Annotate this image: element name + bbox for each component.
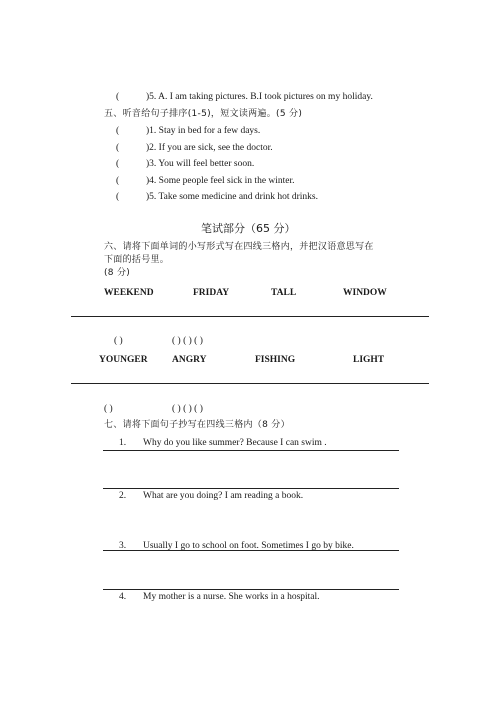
- sentence-4: [119, 591, 320, 603]
- meaning-brackets-group: ( ) ( ) ( ): [172, 404, 203, 414]
- sentence-text: My mother is a nurse. She works in a hospital.: [143, 592, 320, 602]
- section7-title: 七、请将下面句子抄写在四线三格内（8 分）: [104, 420, 290, 430]
- sentence-number: 3.: [119, 541, 127, 551]
- word-fishing: FISHING: [255, 355, 296, 365]
- copy-line: [103, 488, 399, 489]
- meaning-brackets-group: ( ) ( ) ( ): [172, 336, 203, 346]
- sentence-text: Why do you like summer? Because I can swim .: [143, 438, 327, 448]
- meaning-bracket: ( ): [114, 336, 123, 346]
- copy-line: [103, 450, 399, 451]
- sentence-number: 2.: [119, 491, 127, 501]
- copy-line: [103, 589, 399, 590]
- sentence-number: 1.: [119, 438, 127, 448]
- writing-line: [71, 316, 429, 317]
- writing-line: [71, 383, 429, 384]
- listening-item-5: [116, 191, 318, 203]
- answer-bracket-close: ): [146, 126, 150, 136]
- section6-instruction-line2: 下面的括号里。: [104, 255, 170, 265]
- sentence-1: [119, 437, 327, 449]
- listening-item-4: [116, 175, 295, 187]
- section6-points: (8 分): [104, 268, 131, 278]
- written-part-title: 笔试部分（65 分）: [201, 222, 296, 235]
- word-angry: ANGRY: [172, 355, 207, 365]
- answer-bracket-close: ): [146, 143, 150, 153]
- item-text: 4. Some people feel sick in the winter.: [149, 176, 295, 186]
- copy-line: [103, 550, 399, 551]
- section5-title: 五、听音给句子排序(1-5)，短文读两遍。(5 分): [104, 109, 303, 119]
- answer-bracket-open: (: [116, 159, 120, 169]
- word-window: WINDOW: [343, 288, 387, 298]
- word-weekend: WEEKEND: [104, 288, 154, 298]
- listening-item-1: [116, 125, 260, 137]
- sentence-text: Usually I go to school on foot. Sometimes I go by bike.: [143, 541, 354, 551]
- answer-bracket-open: (: [116, 92, 120, 102]
- word-friday: FRIDAY: [193, 288, 230, 298]
- item-text: 5. A. I am taking pictures. B.I took pictures on my holiday.: [149, 92, 373, 102]
- answer-bracket-open: (: [116, 176, 120, 186]
- word-light: LIGHT: [353, 355, 385, 365]
- sentence-text: What are you doing? I am reading a book.: [143, 491, 304, 501]
- section6-instruction-line1: 六、请将下面单词的小写形式写在四线三格内，并把汉语意思写在: [104, 242, 374, 252]
- sentence-2: [119, 490, 303, 502]
- item-text: 1. Stay in bed for a few days.: [149, 126, 261, 136]
- word-tall: TALL: [271, 288, 297, 298]
- word-younger: YOUNGER: [99, 355, 148, 365]
- answer-bracket-close: ): [146, 176, 150, 186]
- answer-bracket-close: ): [146, 192, 150, 202]
- answer-bracket-open: (: [116, 126, 120, 136]
- listening-item-2: [116, 142, 273, 154]
- meaning-bracket: ( ): [104, 404, 113, 414]
- answer-bracket-close: ): [146, 92, 150, 102]
- listening-item-prev: [116, 91, 373, 103]
- item-text: 3. You will feel better soon.: [149, 159, 255, 169]
- item-text: 2. If you are sick, see the doctor.: [149, 143, 273, 153]
- item-text: 5. Take some medicine and drink hot drinks.: [149, 192, 318, 202]
- listening-item-3: [116, 158, 254, 170]
- answer-bracket-close: ): [146, 159, 150, 169]
- answer-bracket-open: (: [116, 192, 120, 202]
- sentence-number: 4.: [119, 592, 127, 602]
- answer-bracket-open: (: [116, 143, 120, 153]
